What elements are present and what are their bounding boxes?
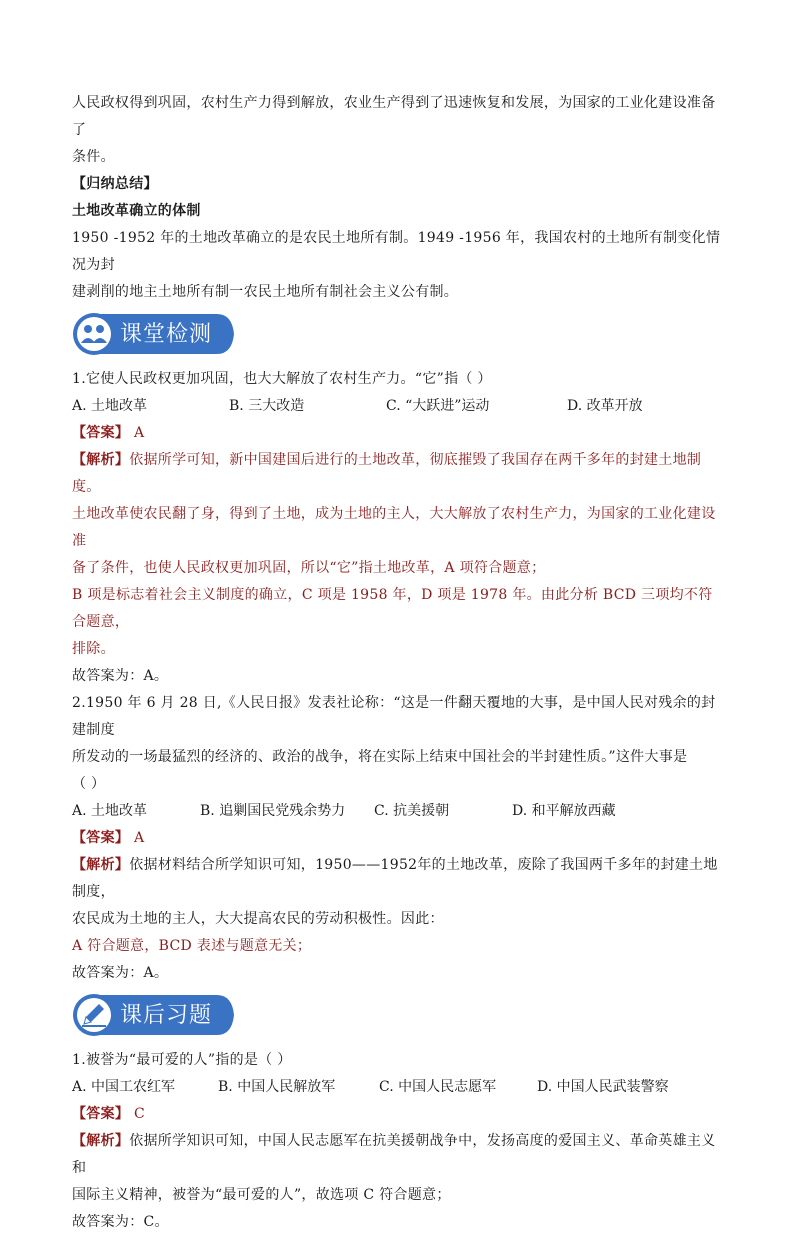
document-page — [72, 90, 722, 1236]
intro-line: 人民政权得到巩固，农村生产力得到解放，农业生产得到了迅速恢复和发展，为国家的工业化建设准备了 — [72, 95, 716, 138]
option-c: C. 抗美援朝 — [374, 803, 450, 819]
option-c: C. “大跃进”运动 — [386, 398, 490, 414]
answer-value: C — [133, 1106, 145, 1122]
analysis-text: 依据所学知识可知，中国人民志愿军在抗美援朝战争中，发扬高度的爱国主义、革命英雄主义和 — [72, 1133, 716, 1176]
summary-text: 1950 -1952 年的土地改革确立的是农民土地所有制。1949 -1956 年，我国农村的土地所有制变化情况为封 — [72, 230, 721, 273]
analysis-line: 土地改革使农民翻了身，得到了土地，成为土地的主人，大大解放了农村生产力，为国家的工业化建设准 — [72, 506, 716, 549]
option-c: C. 中国人民志愿军 — [379, 1079, 497, 1095]
option-b: B. 中国人民解放军 — [218, 1079, 336, 1095]
conclusion: 故答案为：C。 — [72, 1214, 169, 1230]
analysis-label: 【解析】 — [72, 1133, 130, 1149]
answer-label: 【答案】 — [72, 830, 130, 846]
summary-heading: 【归纳总结】 — [72, 176, 158, 192]
question-stem: （ ） — [72, 776, 106, 792]
analysis-label: 【解析】 — [72, 857, 130, 873]
options-row — [72, 393, 722, 420]
analysis-line: B 项是标志着社会主义制度的确立，C 项是 1958 年，D 项是 1978 年。由此分析 BCD 三项均不符合题意， — [72, 587, 713, 630]
analysis-line — [72, 852, 722, 906]
answer-value: A — [133, 425, 145, 441]
question-stem: 所发动的一场最猛烈的经济的、政治的战争，将在实际上结束中国社会的半封建性质。”这件大事是 — [72, 749, 688, 765]
section-banner-classroom-check — [72, 312, 722, 356]
option-a: A. 土地改革 — [72, 803, 148, 819]
section-banner-after-class — [72, 993, 722, 1037]
answer-value: A — [133, 830, 145, 846]
answer-line — [72, 420, 722, 447]
option-b: B. 三大改造 — [229, 398, 305, 414]
option-a: A. 土地改革 — [72, 398, 148, 414]
answer-label: 【答案】 — [72, 425, 130, 441]
analysis-label: 【解析】 — [72, 452, 130, 468]
section-title: 课堂检测 — [120, 322, 213, 347]
option-d: D. 和平解放西藏 — [512, 803, 616, 819]
conclusion: 故答案为：A。 — [72, 668, 169, 684]
analysis-line: 排除。 — [72, 641, 115, 657]
question-stem: 2.1950 年 6 月 28 日,《人民日报》发表社论称：“这是一件翻天覆地的大事，是中国人民对残余的封建制度 — [72, 695, 716, 738]
summary-subheading: 土地改革确立的体制 — [72, 203, 201, 219]
answer-line — [72, 1101, 722, 1128]
analysis-line — [72, 447, 722, 501]
summary-text: 建剥削的地主土地所有制一农民土地所有制社会主义公有制。 — [72, 284, 459, 300]
analysis-line: 国际主义精神，被誉为“最可爱的人”，故选项 C 符合题意； — [72, 1187, 451, 1203]
analysis-line: 备了条件，也使人民政权更加巩固，所以“它”指土地改革，A 项符合题意； — [72, 560, 546, 576]
analysis-text: 依据材料结合所学知识可知，1950——1952年的土地改革，废除了我国两千多年的封建土地制度， — [72, 857, 718, 900]
section-title: 课后习题 — [120, 1003, 213, 1028]
option-d: D. 中国人民武装警察 — [537, 1079, 669, 1095]
options-row — [72, 1074, 722, 1101]
analysis-text: 依据所学可知，新中国建国后进行的土地改革，彻底摧毁了我国存在两千多年的封建土地制度。 — [72, 452, 702, 495]
analysis-line — [72, 1128, 722, 1182]
conclusion: 故答案为：A。 — [72, 965, 169, 981]
option-d: D. 改革开放 — [567, 398, 643, 414]
question-stem: 1.它使人民政权更加巩固，也大大解放了农村生产力。“它”指（ ） — [72, 371, 492, 387]
options-row — [72, 798, 722, 825]
option-a: A. 中国工农红军 — [72, 1079, 176, 1095]
answer-line — [72, 825, 722, 852]
intro-line: 条件。 — [72, 149, 115, 165]
answer-label: 【答案】 — [72, 1106, 130, 1122]
option-b: B. 追剿国民党残余势力 — [200, 803, 346, 819]
question-stem: 1.被誉为“最可爱的人”指的是（ ） — [72, 1052, 292, 1068]
analysis-line: A 符合题意，BCD 表述与题意无关； — [72, 938, 312, 954]
analysis-line: 农民成为土地的主人，大大提高农民的劳动积极性。因此： — [72, 911, 444, 927]
